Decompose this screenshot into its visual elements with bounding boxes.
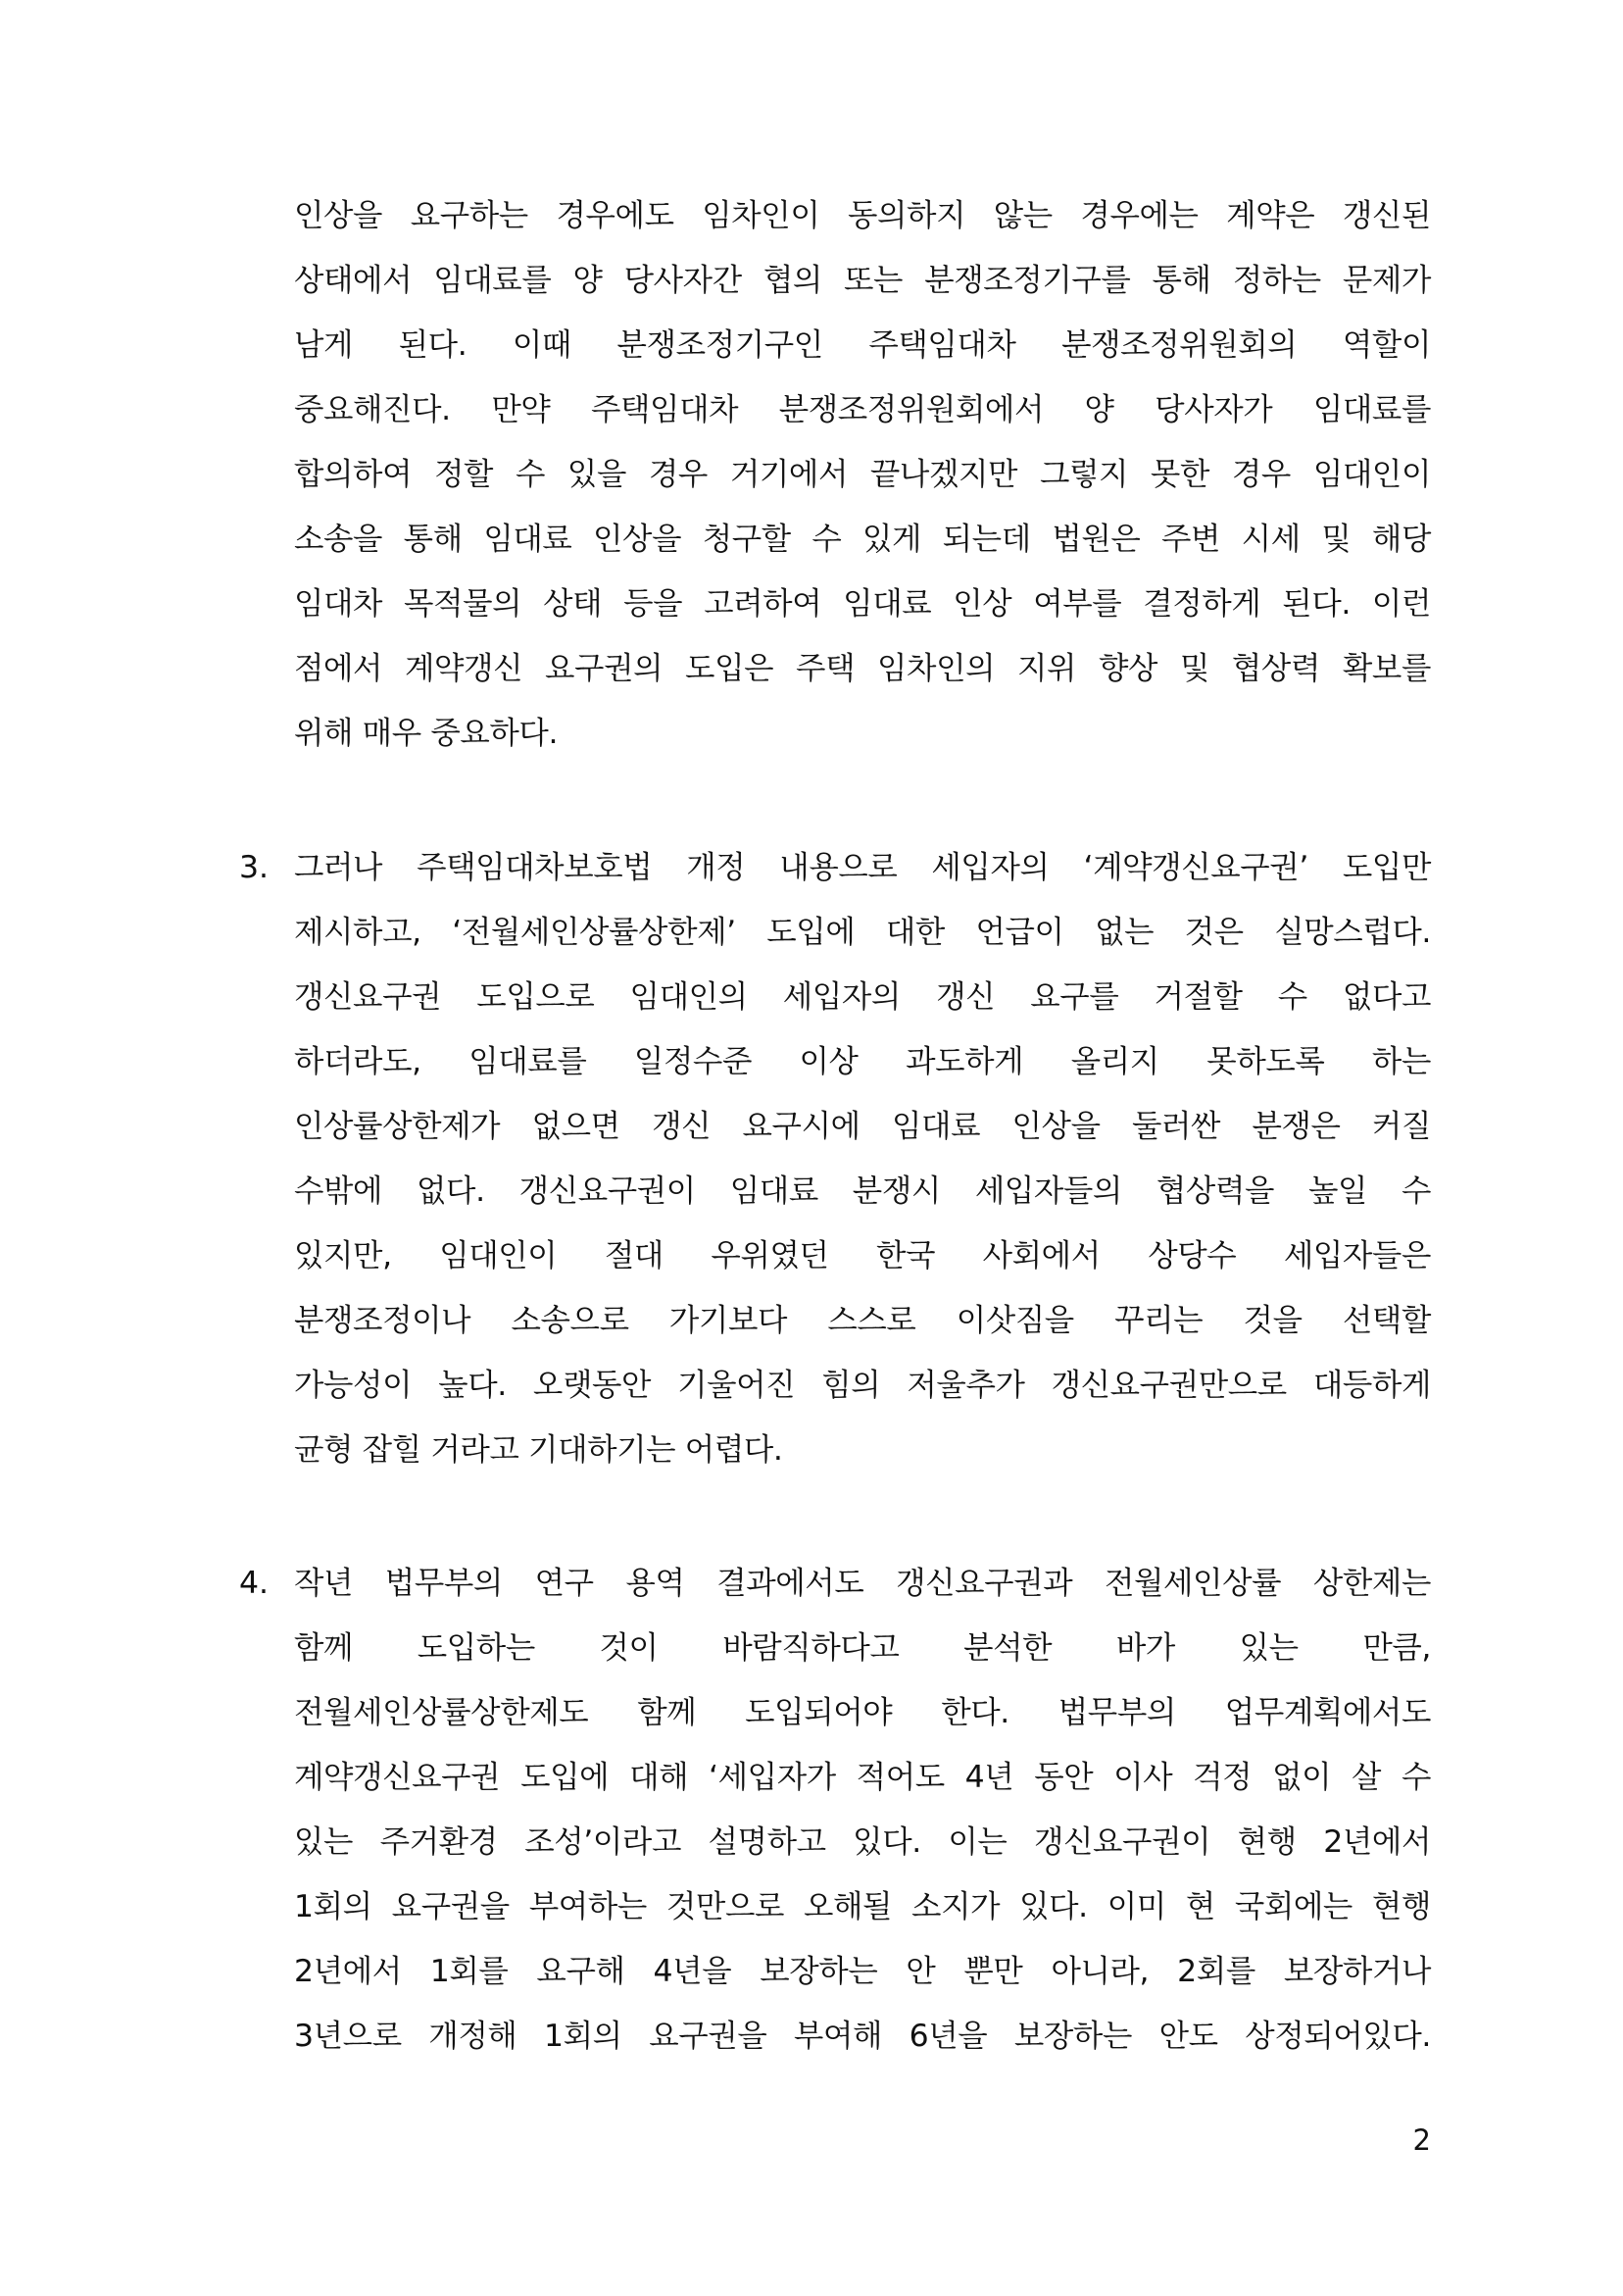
- text-line: 중요해진다. 만약 주택임대차 분쟁조정위원회에서 양 당사자가 임대료를: [294, 392, 1431, 427]
- list-item-4: [239, 1551, 1431, 2069]
- text-line: 계약갱신요구권 도입에 대해 ‘세입자가 적어도 4년 동안 이사 걱정 없이 살 수: [294, 1760, 1431, 1795]
- text-line: 작년 법무부의 연구 용역 결과에서도 갱신요구권과 전월세인상률 상한제는: [294, 1566, 1431, 1601]
- text-line: 인상을 요구하는 경우에도 임차인이 동의하지 않는 경우에는 계약은 갱신된: [294, 198, 1431, 233]
- text-line: 점에서 계약갱신 요구권의 도입은 주택 임차인의 지위 향상 및 협상력 확보를: [294, 651, 1431, 686]
- list-item-number: 4.: [239, 1566, 270, 1601]
- text-line: 있지만, 임대인이 절대 우위였던 한국 사회에서 상당수 세입자들은: [294, 1238, 1431, 1273]
- text-line: 있는 주거환경 조성’이라고 설명하고 있다. 이는 갱신요구권이 현행 2년에서: [294, 1824, 1431, 1860]
- text-line: 상태에서 임대료를 양 당사자간 협의 또는 분쟁조정기구를 통해 정하는 문제가: [294, 263, 1431, 298]
- text-line: 수밖에 없다. 갱신요구권이 임대료 분쟁시 세입자들의 협상력을 높일 수: [294, 1173, 1431, 1209]
- text-line: 임대차 목적물의 상태 등을 고려하여 임대료 인상 여부를 결정하게 된다. 이런: [294, 586, 1431, 622]
- page-number: 2: [1412, 2123, 1431, 2157]
- text-line: 1회의 요구권을 부여하는 것만으로 오해될 소지가 있다. 이미 현 국회에는 현행: [294, 1889, 1431, 1924]
- text-line: 위해 매우 중요하다.: [294, 716, 559, 751]
- text-line: 남게 된다. 이때 분쟁조정기구인 주택임대차 분쟁조정위원회의 역할이: [294, 327, 1431, 363]
- text-line: 합의하여 정할 수 있을 경우 거기에서 끝나겠지만 그렇지 못한 경우 임대인이: [294, 457, 1431, 492]
- text-line: 가능성이 높다. 오랫동안 기울어진 힘의 저울추가 갱신요구권만으로 대등하게: [294, 1368, 1431, 1403]
- text-line: 갱신요구권 도입으로 임대인의 세입자의 갱신 요구를 거절할 수 없다고: [294, 979, 1431, 1015]
- text-line: 함께 도입하는 것이 바람직하다고 분석한 바가 있는 만큼,: [294, 1630, 1431, 1666]
- text-line: 전월세인상률상한제도 함께 도입되어야 한다. 법무부의 업무계획에서도: [294, 1695, 1431, 1730]
- paragraph-continued: [294, 183, 1431, 766]
- text-line: 소송을 통해 임대료 인상을 청구할 수 있게 되는데 법원은 주변 시세 및 해당: [294, 522, 1431, 557]
- text-line: 그러나 주택임대차보호법 개정 내용으로 세입자의 ‘계약갱신요구권’ 도입만: [294, 850, 1431, 885]
- text-line: 하더라도, 임대료를 일정수준 이상 과도하게 올리지 못하도록 하는: [294, 1044, 1431, 1079]
- text-line: 제시하고, ‘전월세인상률상한제’ 도입에 대한 언급이 없는 것은 실망스럽다.: [294, 915, 1431, 950]
- text-line: 인상률상한제가 없으면 갱신 요구시에 임대료 인상을 둘러싼 분쟁은 커질: [294, 1109, 1431, 1144]
- text-line: 분쟁조정이나 소송으로 가기보다 스스로 이삿짐을 꾸리는 것을 선택할: [294, 1303, 1431, 1338]
- list-item-number: 3.: [239, 850, 270, 885]
- list-item-3: [239, 835, 1431, 1482]
- text-line: 2년에서 1회를 요구해 4년을 보장하는 안 뿐만 아니라, 2회를 보장하거나: [294, 1954, 1431, 1989]
- text-line: 균형 잡힐 거라고 기대하기는 어렵다.: [294, 1432, 783, 1468]
- text-line: 3년으로 개정해 1회의 요구권을 부여해 6년을 보장하는 안도 상정되어있다.: [294, 2019, 1431, 2054]
